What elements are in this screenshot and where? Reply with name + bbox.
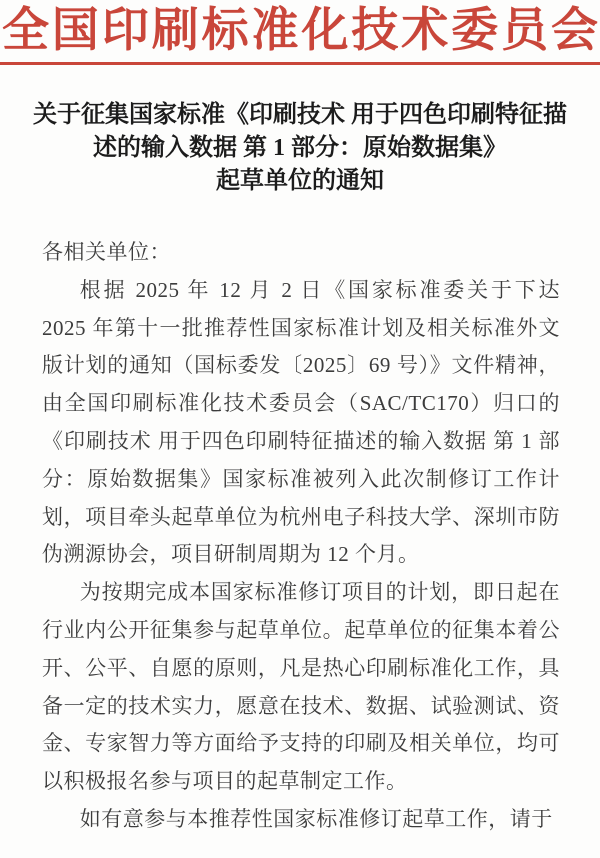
title-line-1: 关于征集国家标准《印刷技术 用于四色印刷特征描 [33, 102, 567, 128]
org-name: 全国印刷标准化技术委员会 [2, 5, 598, 57]
letterhead-divider [0, 62, 600, 65]
salutation: 各相关单位： [42, 240, 171, 264]
paragraph: 如有意参与本推荐性国家标准修订起草工作，请于 [79, 806, 553, 831]
title-line-3: 起草单位的通知 [216, 168, 384, 194]
title-line-2: 述的输入数据 第 1 部分：原始数据集》 [93, 135, 507, 161]
paragraph: 为按期完成本国家标准修订项目的计划，即日起在行业内公开征集参与起草单位。起草单位的征集本着公开、公平、自愿的原则，凡是热心印刷标准化工作，具备一定的技术实力，愿意在技术、数据、试验测试、资金、专家智力等方面给予支持的印刷及相关单位，均可以积极报名参与项目的起草制定工作。 [42, 580, 560, 794]
letterhead [0, 0, 600, 65]
document-body [42, 234, 560, 839]
document-title [28, 99, 572, 198]
paragraph: 根据 2025 年 12 月 2 日《国家标准委关于下达 2025 年第十一批推荐性国家标准计划及相关标准外文版计划的通知（国标委发〔2025〕69 号）》文件精神，由全国印刷标准化技术委员会（SAC/TC170）归口的《印刷技术 用于四色印刷特征描述的输入数据 第 1 部分：原始数据集》国家标准被列入此次制修订工作计划，项目牵头起草单位为杭州电子科技大学、深圳市防伪溯源协会，项目研制周期为 12 个月。 [42, 277, 560, 567]
